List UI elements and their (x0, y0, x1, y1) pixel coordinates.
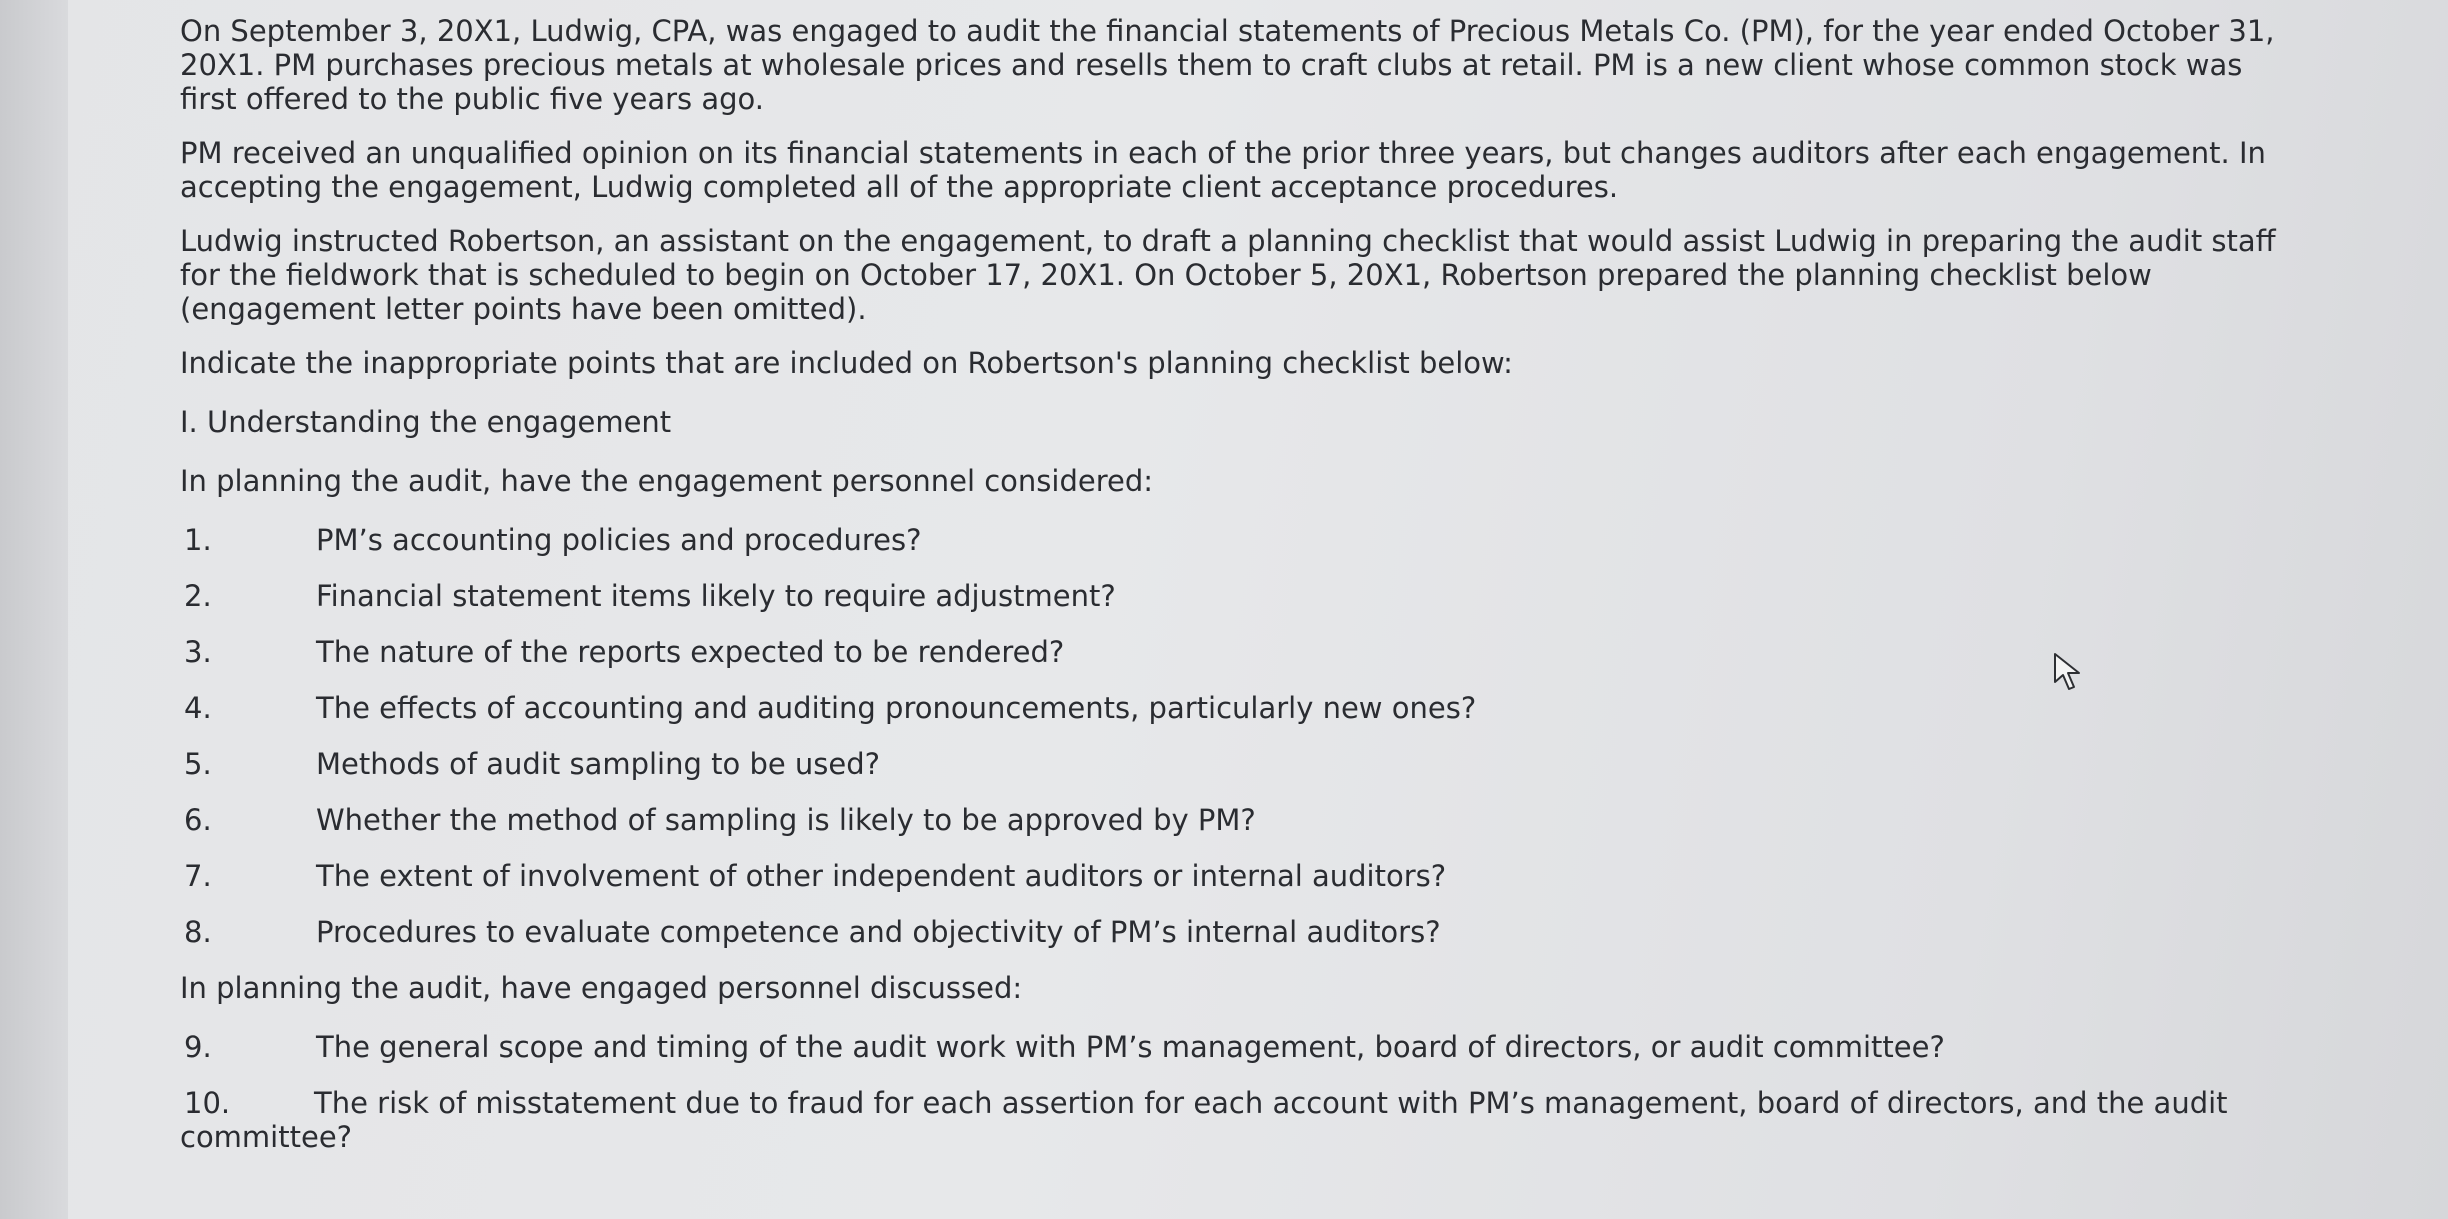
mouse-pointer-icon (2052, 652, 2090, 692)
question-document (180, 14, 2320, 1154)
checklist-item-6 (180, 803, 2320, 837)
item-number: 7. (184, 859, 212, 893)
intro-paragraph-3: Ludwig instructed Robertson, an assistant on the engagement, to draft a planning checklist that would assist Ludwig in preparing the audit staff for the fieldwork that is scheduled to begin on October 17, 20X1. On October 5, 20X1, Robertson prepared the planning checklist below (engagement letter points have been omitted). (180, 224, 2276, 326)
checklist-item-4 (180, 691, 2320, 725)
item-text: The risk of misstatement due to fraud for each assertion for each account with PM’s management, board of directors, and the audit committee? (180, 1086, 2228, 1154)
item-number: 4. (184, 691, 212, 725)
item-number: 3. (184, 635, 212, 669)
discussed-intro: In planning the audit, have engaged personnel discussed: (180, 971, 1023, 1005)
item-number: 2. (184, 579, 212, 613)
considered-intro: In planning the audit, have the engagement personnel considered: (180, 464, 1154, 498)
item-text: The general scope and timing of the audit work with PM’s management, board of directors, or audit committee? (316, 1030, 1945, 1064)
screen-left-edge (0, 0, 68, 1219)
item-text: PM’s accounting policies and procedures? (316, 523, 922, 557)
item-text: Methods of audit sampling to be used? (316, 747, 881, 781)
intro-paragraph-2: PM received an unqualified opinion on its financial statements in each of the prior three years, but changes auditors after each engagement. In accepting the engagement, Ludwig completed all of the appropriate client acceptance procedures. (180, 136, 2266, 204)
item-number: 10. (184, 1086, 231, 1120)
item-number: 1. (184, 523, 212, 557)
section-title: I. Understanding the engagement (180, 405, 672, 439)
item-text: Procedures to evaluate competence and objectivity of PM’s internal auditors? (316, 915, 1441, 949)
intro-paragraph-1: On September 3, 20X1, Ludwig, CPA, was engaged to audit the financial statements of Precious Metals Co. (PM), for the year ended October 31, 20X1. PM purchases precious metals at wholesale prices and resells them to craft clubs at retail. PM is a new client whose common stock was first offered to the public five years ago. (180, 14, 2275, 116)
item-number: 6. (184, 803, 212, 837)
item-number: 9. (184, 1030, 212, 1064)
instruction-text: Indicate the inappropriate points that are included on Robertson's planning checklist below: (180, 346, 1513, 380)
checklist-item-1 (180, 523, 2320, 557)
item-text: The extent of involvement of other independent auditors or internal auditors? (316, 859, 1447, 893)
checklist-item-8 (180, 915, 2320, 949)
item-text: Whether the method of sampling is likely to be approved by PM? (316, 803, 1256, 837)
item-text: The effects of accounting and auditing pronouncements, particularly new ones? (316, 691, 1477, 725)
item-text: The nature of the reports expected to be rendered? (316, 635, 1065, 669)
checklist-item-9 (180, 1030, 2320, 1064)
checklist-item-10 (180, 1086, 2320, 1154)
item-number: 8. (184, 915, 212, 949)
checklist-item-2 (180, 579, 2320, 613)
item-number: 5. (184, 747, 212, 781)
item-text: Financial statement items likely to require adjustment? (316, 579, 1116, 613)
checklist-item-7 (180, 859, 2320, 893)
checklist-item-3 (180, 635, 2320, 669)
checklist-item-5 (180, 747, 2320, 781)
